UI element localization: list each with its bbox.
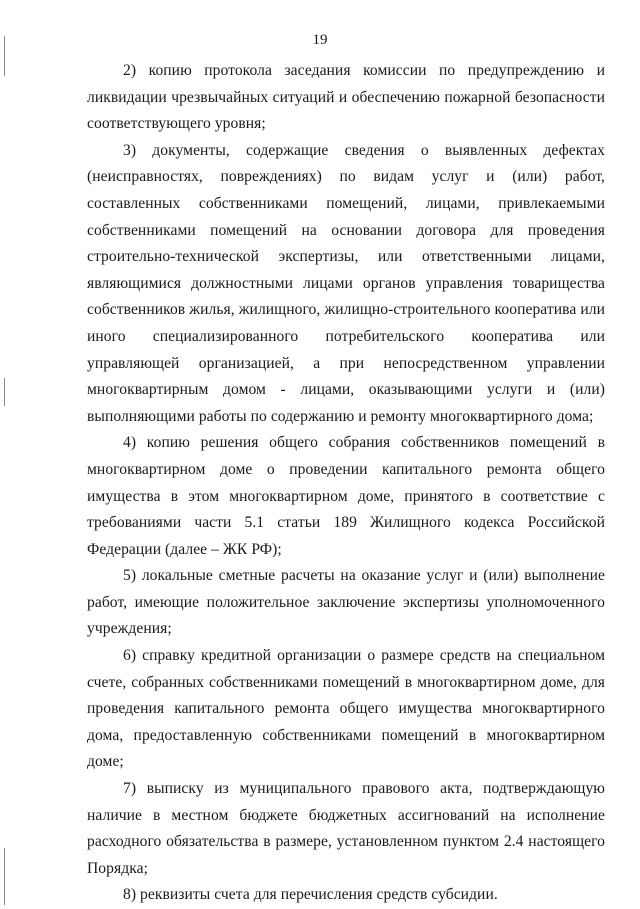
page-number: 19 <box>312 32 328 48</box>
list-item-3: 3) документы, содержащие сведения о выявленных дефектах (неисправностях, повреждениях) по видам услуг и (или) работ, составленных собственниками помещений, лицами, привлекаемыми собственниками помещений на основании договора для проведения строительно-технической экспертизы, или ответственными лицами, являющимися должностными лицами органов управления товарищества собственников жилья, жилищного, жилищно-строительного кооператива или иного специализированного потребительского кооператива или управляющей организацией, а при непосредственном управлении многоквартирным домом - лицами, оказывающими услуги и (или) выполняющими работы по содержанию и ремонту многоквартирного дома; <box>87 141 605 425</box>
list-item-7: 7) выписку из муниципального правового акта, подтверждающую наличие в местном бюджете бюджетных ассигнований на исполнение расходного обязательства в размере, установленном пунктом 2.4 настоящего Порядка; <box>87 780 605 877</box>
scan-edge-mark-middle <box>4 378 5 406</box>
list-item-2: 2) копию протокола заседания комиссии по предупреждению и ликвидации чрезвычайных ситуаций и обеспечению пожарной безопасности соответствующего уровня; <box>87 62 605 133</box>
list-item-8: 8) реквизиты счета для перечисления средств субсидии. <box>123 886 498 904</box>
list-item-5: 5) локальные сметные расчеты на оказание услуг и (или) выполнение работ, имеющие положительное заключение экспертизы уполномоченного учреждения; <box>87 567 605 638</box>
list-item-4: 4) копию решения общего собрания собственников помещений в многоквартирном доме о проведении капитального ремонта общего имущества в этом многоквартирном доме, принятого в соответствие с требованиями части 5.1 статьи 189 Жилищного кодекса Российской Федерации (далее – ЖК РФ); <box>87 434 605 558</box>
list-item-6: 6) справку кредитной организации о размере средств на специальном счете, собранных собственниками помещений в многоквартирном доме, для проведения капитального ремонта общего имущества многоквартирного дома, предоставленную собственниками помещений в многоквартирном доме; <box>87 647 605 771</box>
scan-edge-mark-bottom <box>4 848 5 905</box>
document-body <box>87 58 605 909</box>
